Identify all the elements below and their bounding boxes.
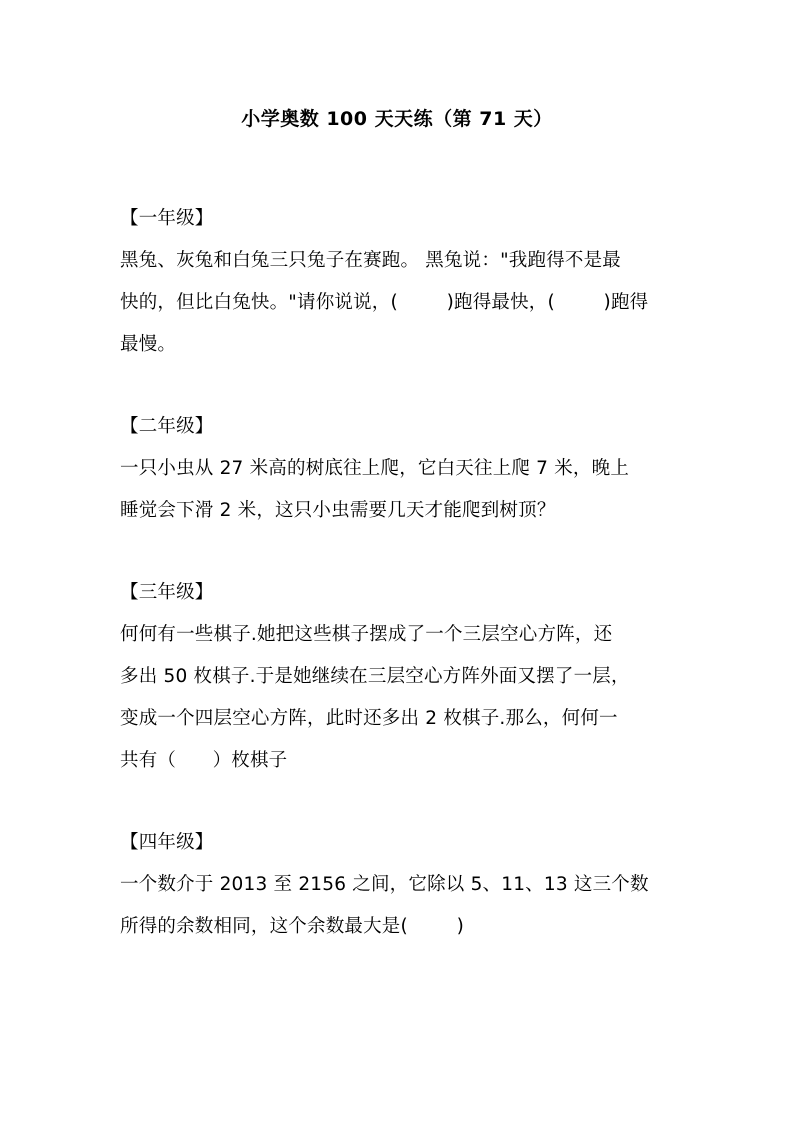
question-line: 多出 50 枚棋子.于是她继续在三层空心方阵外面又摆了一层， [120, 666, 630, 687]
question-line: 最慢。 [120, 334, 177, 355]
section-heading-grade-3: 【三年级】 [120, 582, 214, 603]
section-heading-grade-2: 【二年级】 [120, 416, 214, 437]
question-line: 变成一个四层空心方阵，此时还多出 2 枚棋子.那么，何何一 [120, 708, 618, 729]
section-heading-grade-1: 【一年级】 [120, 208, 214, 229]
question-line: 快的，但比白兔快。"请你说说，( )跑得最快，( )跑得 [120, 292, 649, 313]
question-line: 一个数介于 2013 至 2156 之间，它除以 5、11、13 这三个数 [120, 874, 649, 895]
question-line: 共有（ ）枚棋子 [120, 750, 288, 771]
document-title: 小学奥数 100 天天练（第 71 天） [241, 108, 553, 130]
section-heading-grade-4: 【四年级】 [120, 832, 214, 853]
question-line: 一只小虫从 27 米高的树底往上爬，它白天往上爬 7 米，晚上 [120, 458, 630, 479]
question-line: 所得的余数相同，这个余数最大是( ) [120, 916, 464, 937]
question-line: 何何有一些棋子.她把这些棋子摆成了一个三层空心方阵，还 [120, 624, 613, 645]
question-line: 睡觉会下滑 2 米，这只小虫需要几天才能爬到树顶？ [120, 500, 556, 521]
question-line: 黑兔、灰兔和白兔三只兔子在赛跑。 黑兔说："我跑得不是最 [120, 250, 621, 271]
